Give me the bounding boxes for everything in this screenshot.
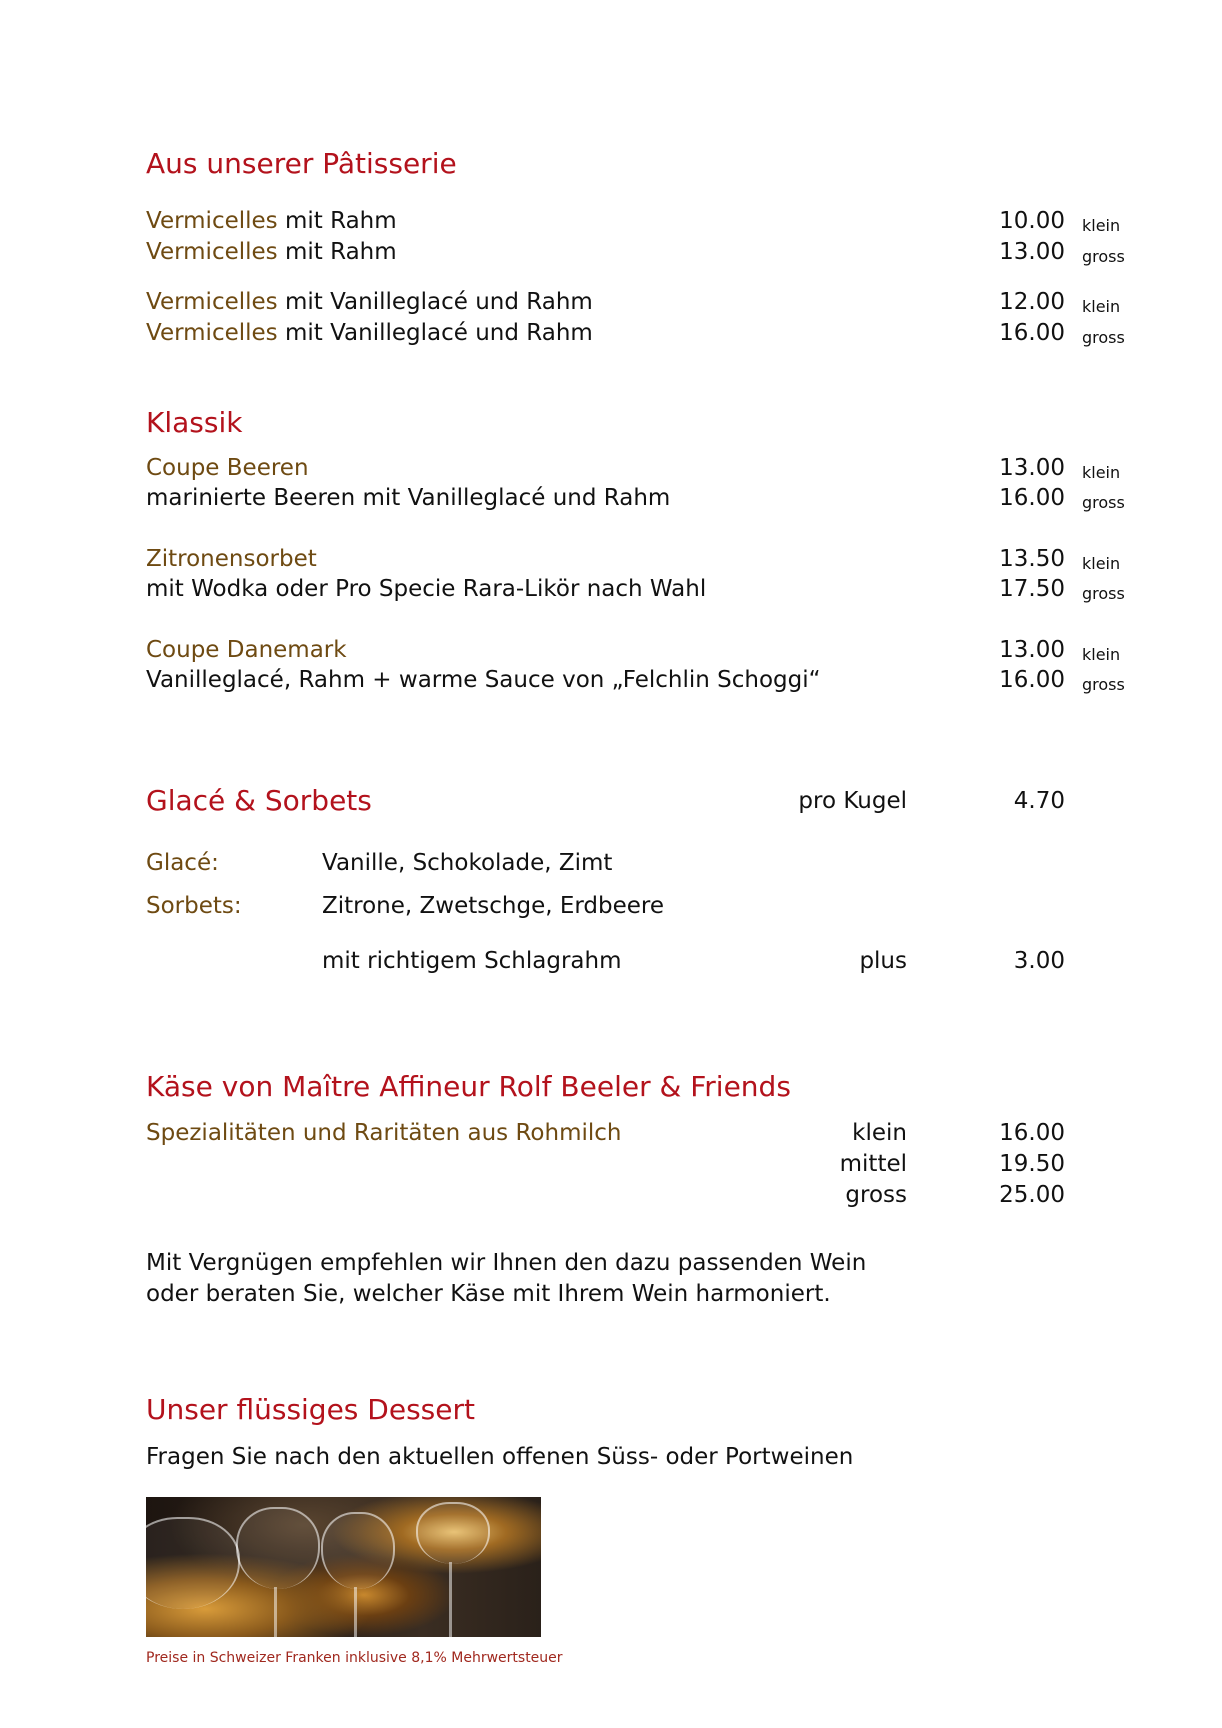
item-price: 10.00	[999, 208, 1065, 234]
item-unit: gross	[1082, 328, 1125, 347]
dessert-text: Fragen Sie nach den aktuellen offenen Süss- oder Portweinen	[146, 1444, 854, 1470]
sorbet-label: Sorbets:	[146, 893, 242, 919]
item-name: Vermicelles	[146, 320, 278, 346]
item-name: Zitronensorbet	[146, 546, 317, 572]
kaese-note-line2: oder beraten Sie, welcher Käse mit Ihrem Wein harmoniert.	[146, 1281, 831, 1307]
extra-price: 3.00	[1013, 948, 1065, 974]
kaese-subtitle: Spezialitäten und Raritäten aus Rohmilch	[146, 1120, 622, 1146]
kaese-note-line1: Mit Vergnügen empfehlen wir Ihnen den dazu passenden Wein	[146, 1250, 867, 1276]
item-unit: klein	[1082, 216, 1121, 235]
item-name: Vermicelles	[146, 208, 278, 234]
menu-item	[146, 320, 593, 346]
item-price: 16.00	[999, 667, 1065, 693]
item-desc: mit Rahm	[277, 239, 397, 265]
footer-note: Preise in Schweizer Franken inklusive 8,1% Mehrwertsteuer	[146, 1650, 563, 1666]
item-unit: gross	[1082, 247, 1125, 266]
item-unit: klein	[1082, 645, 1121, 664]
item-price: 12.00	[999, 289, 1065, 315]
wine-glasses-image	[146, 1497, 541, 1637]
glace-flavors: Vanille, Schokolade, Zimt	[322, 850, 613, 876]
item-price: 13.00	[999, 637, 1065, 663]
item-unit: klein	[1082, 463, 1121, 482]
section-title-kaese: Käse von Maître Affineur Rolf Beeler & Friends	[146, 1070, 791, 1103]
size-price: 16.00	[999, 1120, 1065, 1146]
size-label: klein	[852, 1120, 907, 1146]
size-price: 19.50	[999, 1151, 1065, 1177]
item-price: 16.00	[999, 485, 1065, 511]
item-desc: mit Rahm	[277, 208, 397, 234]
item-unit: klein	[1082, 297, 1121, 316]
menu-item	[146, 239, 397, 265]
size-label: mittel	[839, 1151, 907, 1177]
extra-qualifier: plus	[859, 948, 907, 974]
extra-label: mit richtigem Schlagrahm	[322, 948, 622, 974]
item-desc: mit Vanilleglacé und Rahm	[277, 289, 593, 315]
item-desc: mit Wodka oder Pro Specie Rara-Likör nach Wahl	[146, 576, 707, 602]
item-name: Vermicelles	[146, 239, 278, 265]
glace-label: Glacé:	[146, 850, 219, 876]
menu-item	[146, 208, 397, 234]
item-price: 13.50	[999, 546, 1065, 572]
menu-item	[146, 289, 593, 315]
sorbet-flavors: Zitrone, Zwetschge, Erdbeere	[322, 893, 665, 919]
section-title-dessert: Unser flüssiges Dessert	[146, 1393, 475, 1426]
per-scoop-label: pro Kugel	[798, 788, 907, 814]
size-label: gross	[845, 1182, 907, 1208]
per-scoop-price: 4.70	[1013, 788, 1065, 814]
item-name: Vermicelles	[146, 289, 278, 315]
section-title-glace: Glacé & Sorbets	[146, 784, 372, 817]
item-price: 13.00	[999, 239, 1065, 265]
item-price: 16.00	[999, 320, 1065, 346]
item-name: Coupe Beeren	[146, 455, 309, 481]
size-price: 25.00	[999, 1182, 1065, 1208]
item-desc: Vanilleglacé, Rahm + warme Sauce von „Felchlin Schoggi“	[146, 667, 821, 693]
item-name: Coupe Danemark	[146, 637, 347, 663]
item-unit: klein	[1082, 554, 1121, 573]
item-price: 17.50	[999, 576, 1065, 602]
item-unit: gross	[1082, 584, 1125, 603]
item-unit: gross	[1082, 493, 1125, 512]
item-unit: gross	[1082, 675, 1125, 694]
item-desc: mit Vanilleglacé und Rahm	[277, 320, 593, 346]
section-title-patisserie: Aus unserer Pâtisserie	[146, 147, 457, 180]
item-price: 13.00	[999, 455, 1065, 481]
item-desc: marinierte Beeren mit Vanilleglacé und Rahm	[146, 485, 671, 511]
section-title-klassik: Klassik	[146, 406, 243, 439]
